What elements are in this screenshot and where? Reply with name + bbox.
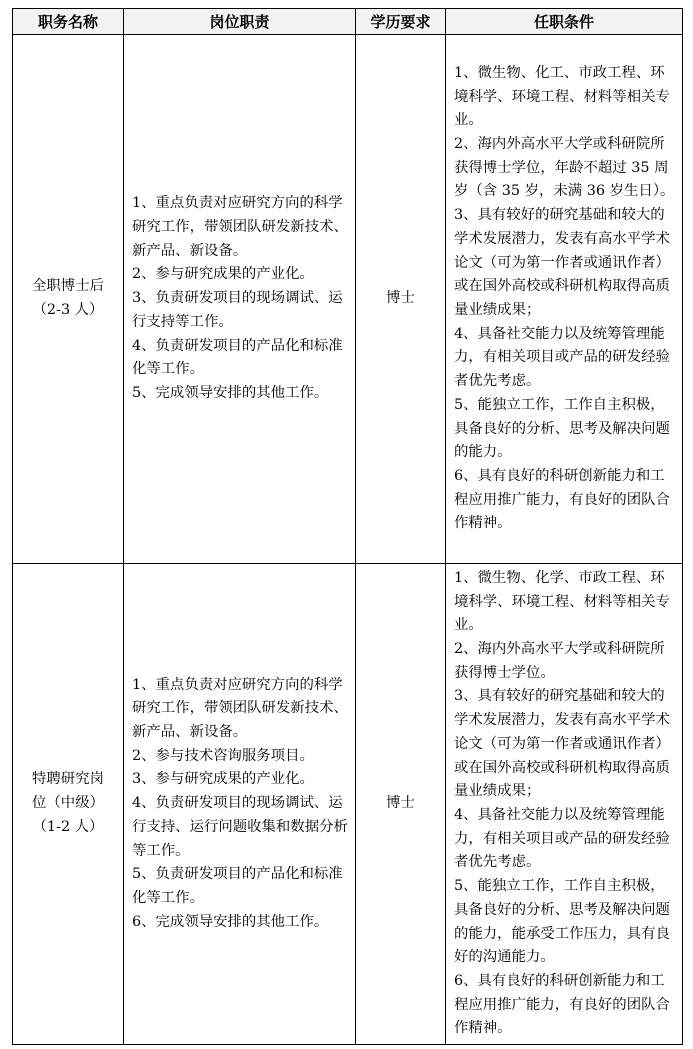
duty-item: 2、参与研究成果的产业化。 — [132, 266, 314, 283]
requirement-item: 4、具备社交能力以及统筹管理能力，有相关项目或产品的研发经验者优先考虑。 — [454, 807, 670, 871]
education-cell: 博士 — [356, 35, 446, 564]
education-cell: 博士 — [356, 564, 446, 1045]
requirement-item: 2、海内外高水平大学或科研院所获得博士学位，年龄不超过 35 周岁（含 35 岁，未满 36 岁生日）。 — [454, 136, 675, 200]
position-line: 位（中级） — [32, 795, 104, 812]
duty-item: 3、参与研究成果的产业化。 — [132, 771, 314, 788]
duty-item: 5、完成领导安排的其他工作。 — [132, 384, 329, 401]
requirement-item: 3、具有较好的研究基础和较大的学术发展潜力，发表有高水平学术论文（可为第一作者或通讯作者）或在国外高校或科研机构取得高质量业绩成果； — [454, 688, 670, 800]
duty-item: 5、负责研发项目的产品化和标准化等工作。 — [132, 866, 343, 906]
duty-item: 1、重点负责对应研究方向的科学研究工作，带领团队研发新技术、新产品、新设备。 — [132, 195, 348, 259]
requirements-cell — [446, 35, 683, 564]
requirements-cell — [446, 564, 683, 1045]
requirement-item: 1、微生物、化学、市政工程、环境科学、环境工程、材料等相关专业。 — [454, 569, 670, 634]
position-line: 全职博士后 — [32, 278, 104, 295]
duty-item: 3、负责研发项目的现场调试、运行支持等工作。 — [132, 290, 343, 330]
requirement-item: 4、具备社交能力以及统筹管理能力，有相关项目或产品的研发经验者优先考虑。 — [454, 325, 670, 390]
duty-item: 2、参与技术咨询服务项目。 — [132, 747, 314, 764]
requirement-item: 2、海内外高水平大学或科研院所获得博士学位。 — [454, 641, 665, 681]
header-education: 学历要求 — [356, 9, 446, 35]
requirement-item: 3、具有较好的研究基础和较大的学术发展潜力，发表有高水平学术论文（可为第一作者或通讯作者）或在国外高校或科研机构取得高质量业绩成果； — [454, 207, 670, 318]
duty-item: 4、负责研发项目的产品化和标准化等工作。 — [132, 337, 343, 378]
requirement-item: 1、微生物、化工、市政工程、环境科学、环境工程、材料等相关专业。 — [454, 64, 670, 129]
table-header-row — [13, 9, 683, 35]
duty-item: 4、负责研发项目的现场调试、运行支持、运行问题收集和数据分析等工作。 — [132, 795, 348, 859]
position-line: 特聘研究岗 — [32, 771, 104, 788]
duty-item: 1、重点负责对应研究方向的科学研究工作，带领团队研发新技术、新产品、新设备。 — [132, 676, 348, 741]
requirement-item: 5、能独立工作，工作自主积极，具备良好的分析、思考及解决问题的能力，能承受工作压力，具有良好的沟通能力。 — [454, 878, 670, 966]
duty-item: 6、完成领导安排的其他工作。 — [132, 913, 329, 930]
job-requirements-table — [12, 8, 683, 1045]
requirement-item: 5、能独立工作，工作自主积极，具备良好的分析、思考及解决问题的能力。 — [454, 396, 670, 461]
table-row — [13, 35, 683, 564]
header-requirements: 任职条件 — [446, 9, 683, 35]
header-duties: 岗位职责 — [124, 9, 356, 35]
duties-cell — [124, 35, 356, 564]
position-cell — [13, 35, 124, 564]
position-cell — [13, 564, 124, 1045]
position-line: （2-3 人） — [32, 302, 104, 318]
header-position: 职务名称 — [13, 9, 124, 35]
duties-cell — [124, 564, 356, 1045]
table-row — [13, 564, 683, 1045]
requirement-item: 6、具有良好的科研创新能力和工程应用推广能力，有良好的团队合作精神。 — [454, 467, 670, 532]
requirement-item: 6、具有良好的科研创新能力和工程应用推广能力，有良好的团队合作精神。 — [454, 972, 670, 1037]
position-line: （1-2 人） — [32, 818, 104, 835]
